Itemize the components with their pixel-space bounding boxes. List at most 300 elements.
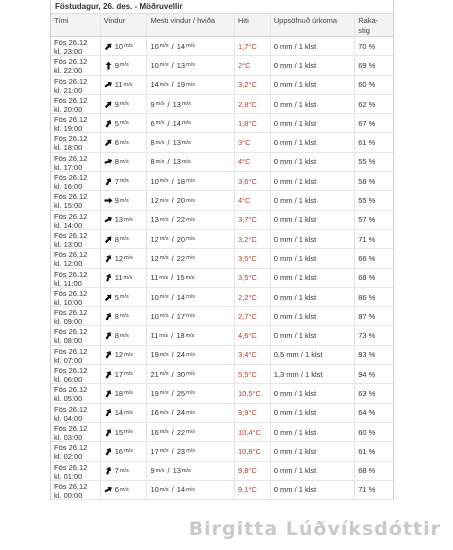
temp-unit: °C [248,311,257,321]
wind-speed: 13 [114,215,124,225]
wind-arrow-icon [104,157,113,166]
temp-value: 3,2 [237,80,249,90]
time-cell [51,462,101,480]
wind-arrow-icon [104,331,113,340]
humidity-cell: 55 % [358,157,376,167]
row-time: kl. 09:00 [54,317,83,326]
row-time: kl. 19:00 [54,124,83,133]
separator: / [171,234,174,244]
speed-unit: m/s [124,371,133,378]
rain-cell: 0 mm / 1 klst [271,153,356,171]
wind-cell [101,442,148,460]
temp-cell [235,384,271,402]
speed-unit: m/s [186,390,195,397]
wind-arrow-icon [104,408,113,417]
separator: / [171,41,174,51]
gust-cell [147,114,234,132]
wind-cell [101,114,148,132]
rain-cell: 0 mm / 1 klst [271,462,356,480]
rain-cell: 0 mm / 1 klst [271,191,356,209]
rain-cell: 0 mm / 1 klst [271,442,356,460]
temp-cell [235,211,271,229]
mean-wind: 16 [150,427,159,437]
speed-unit: m/s [186,294,195,300]
wind-speed: 15 [114,427,124,437]
table-row [51,269,393,288]
temp-value: 3,2 [237,234,249,244]
row-date: Fös 26.12 [54,443,88,453]
speed-unit: m/s [124,429,133,436]
temp-value: 3,5 [237,253,249,263]
row-time: kl. 20:00 [54,104,83,114]
temp-unit: °C [248,273,257,283]
mean-wind: 6 [150,118,155,128]
temp-value: 3,6 [237,176,249,186]
mean-wind: 10 [150,176,159,186]
wind-cell [101,211,148,229]
header-humidity-line1: Raka- [358,16,379,25]
wind-speed: 7 [114,466,119,476]
speed-unit: m/s [159,448,169,455]
temp-value: 10,5 [237,388,253,398]
gust-wind: 14 [176,292,186,302]
gust-wind: 23 [176,446,186,456]
wind-speed: 5 [114,292,119,302]
temp-unit: °C [248,292,257,302]
mean-wind: 11 [150,273,159,283]
gust-wind: 13 [172,466,181,476]
speed-unit: m/s [185,332,195,339]
speed-unit: m/s [181,467,191,474]
temp-unit: °C [242,60,251,70]
table-row [51,288,393,307]
temp-unit: °C [248,99,257,109]
temp-unit: °C [252,446,261,456]
header-rain: Uppsöfnuð úrkoma [271,14,356,36]
time-cell [51,249,101,267]
mean-wind: 19 [150,388,159,398]
humidity-cell: 69 % [358,60,376,70]
speed-unit: m/s [186,429,195,436]
row-time: kl. 08:00 [54,336,83,345]
speed-unit: m/s [159,332,169,339]
wind-cell [101,365,148,383]
humidity-cell: 64 % [358,408,376,418]
mean-wind: 13 [150,215,159,225]
table-row [51,346,393,365]
gust-wind: 25 [176,388,186,398]
temp-cell [235,114,271,132]
time-cell [51,288,101,306]
speed-unit: m/s [124,409,133,416]
speed-unit: m/s [159,236,169,243]
row-time: kl. 11:00 [54,278,82,287]
temp-value: 2,8 [237,99,249,109]
humidity-cell: 71 % [358,234,376,244]
wind-cell [101,249,148,267]
row-time: kl. 17:00 [54,162,83,172]
gust-cell [147,269,234,287]
mean-wind: 10 [150,60,159,70]
wind-arrow-icon [104,312,113,321]
gust-cell [147,230,234,248]
row-time: kl. 00:00 [54,490,83,500]
gust-cell [147,462,234,480]
row-date: Fös 26.12 [54,385,88,395]
temp-unit: °C [248,234,257,244]
table-row [51,211,393,230]
row-date: Fös 26.12 [54,173,88,183]
wind-cell [101,153,148,171]
speed-unit: m/s [159,429,169,436]
rain-cell: 0 mm / 1 klst [271,307,356,325]
speed-unit: m/s [186,81,195,88]
wind-speed: 12 [114,253,124,263]
time-cell [51,384,101,402]
wind-cell [101,288,148,306]
gust-cell [147,365,234,383]
speed-unit: m/s [159,390,169,397]
speed-unit: m/s [124,448,133,455]
humidity-cell: 63 % [358,388,376,398]
row-date: Fös 26.12 [54,115,88,125]
speed-unit: m/s [119,486,129,493]
time-cell [51,404,101,422]
time-cell [51,114,101,132]
speed-unit: m/s [186,448,195,455]
gust-cell [147,249,234,267]
row-time: kl. 05:00 [54,394,83,403]
row-time: kl. 04:00 [54,413,83,422]
wind-speed: 9 [114,99,119,109]
wind-arrow-icon [104,42,113,51]
table-row [51,462,393,481]
table-row [51,249,393,268]
humidity-cell: 55 % [358,196,376,206]
temp-unit: °C [248,41,257,51]
mean-wind: 19 [150,350,159,360]
wind-speed: 14 [114,408,124,418]
temp-value: 3,5 [237,273,249,283]
row-date: Fös 26.12 [54,404,88,414]
wind-cell [101,76,148,94]
table-row [51,191,393,210]
table-row [51,481,393,500]
wind-speed: 16 [114,446,124,456]
time-cell [51,211,101,229]
mean-wind: 9 [150,99,155,109]
speed-unit: m/s [155,120,165,127]
wind-arrow-icon [104,80,113,89]
gust-wind: 13 [172,99,181,109]
temp-unit: °C [248,350,257,360]
wind-speed: 7 [114,176,119,186]
table-row [51,133,393,152]
mean-wind: 16 [150,408,159,418]
humidity-cell: 60 % [358,80,376,90]
separator: / [171,388,174,398]
table-row [51,76,393,95]
humidity-cell: 70 % [358,41,376,51]
gust-wind: 14 [176,485,186,495]
temp-unit: °C [252,388,261,398]
temp-cell [235,153,271,171]
wind-arrow-icon [104,254,113,263]
gust-wind: 19 [176,80,186,90]
header-time: Tími [51,14,101,36]
rain-cell: 0 mm / 1 klst [271,114,356,132]
speed-unit: m/s [186,351,195,358]
watermark: Birgitta Lúðvíksdóttir [188,518,441,540]
temp-unit: °C [248,176,257,186]
rain-cell: 0 mm / 1 klst [271,249,356,267]
row-time: kl. 02:00 [54,452,83,461]
temp-cell [235,230,271,248]
row-date: Fös 26.12 [54,346,88,356]
speed-unit: m/s [186,313,195,320]
rain-cell: 0 mm / 1 klst [271,76,356,94]
rain-cell: 0 mm / 1 klst [271,326,356,344]
row-date: Fös 26.12 [54,366,88,376]
wind-speed: 11 [114,80,123,90]
wind-speed: 8 [114,311,119,321]
temp-cell [235,423,271,441]
table-row [51,404,393,423]
time-cell [51,37,101,55]
temp-unit: °C [242,157,251,167]
row-time: kl. 06:00 [54,375,83,384]
gust-wind: 14 [172,118,181,128]
speed-unit: m/s [159,43,169,50]
temp-cell [235,288,271,306]
gust-wind: 15 [176,273,185,283]
time-cell [51,191,101,209]
speed-unit: m/s [159,294,169,300]
speed-unit: m/s [186,62,195,69]
humidity-cell: 67 % [358,118,376,128]
wind-arrow-icon [104,447,113,456]
time-cell [51,481,101,499]
wind-arrow-icon [104,428,113,437]
rain-cell: 0 mm / 1 klst [271,172,356,190]
header-humidity [355,14,393,36]
speed-unit: m/s [119,294,129,300]
speed-unit: m/s [119,62,129,69]
gust-cell [147,95,234,113]
temp-cell [235,133,271,151]
gust-cell [147,153,234,171]
speed-unit: m/s [124,216,133,223]
row-date: Fös 26.12 [54,153,88,163]
gust-cell [147,423,234,441]
temp-cell [235,56,271,74]
gust-wind: 30 [176,369,186,379]
wind-arrow-icon [104,350,113,359]
rain-cell: 0 mm / 1 klst [271,288,356,306]
humidity-cell: 94 % [358,369,376,379]
table-row [51,423,393,442]
row-time: kl. 15:00 [54,201,83,210]
gust-cell [147,346,234,364]
wind-cell [101,404,148,422]
mean-wind: 12 [150,253,159,263]
time-cell [51,269,101,287]
rain-cell: 0 mm / 1 klst [271,423,356,441]
time-cell [51,95,101,113]
temp-unit: °C [252,427,261,437]
separator: / [171,292,174,302]
temp-value: 2,2 [237,292,249,302]
gust-wind: 18 [176,176,186,186]
table-row [51,56,393,75]
speed-unit: m/s [119,467,129,474]
temp-value: 9,8 [237,466,249,476]
time-cell [51,307,101,325]
rain-cell: 0 mm / 1 klst [271,37,356,55]
separator: / [171,311,174,321]
separator: / [171,408,174,418]
temp-unit: °C [248,408,257,418]
temp-cell [235,76,271,94]
time-cell [51,346,101,364]
temp-cell [235,365,271,383]
speed-unit: m/s [181,158,191,165]
wind-speed: 6 [114,138,119,148]
speed-unit: m/s [186,255,195,262]
wind-speed: 11 [114,273,123,283]
wind-speed: 17 [114,369,124,379]
rain-cell: 0 mm / 1 klst [271,481,356,499]
separator: / [167,157,170,167]
speed-unit: m/s [155,139,165,146]
wind-cell [101,423,148,441]
row-time: kl. 14:00 [54,220,83,229]
speed-unit: m/s [155,158,165,165]
temp-cell [235,191,271,209]
gust-cell [147,326,234,344]
row-time: kl. 07:00 [54,355,83,365]
table-row [51,307,393,326]
speed-unit: m/s [124,390,133,397]
time-cell [51,365,101,383]
rain-cell: 0 mm / 1 klst [271,269,356,287]
speed-unit: m/s [119,197,129,204]
separator: / [171,60,174,70]
speed-unit: m/s [159,178,169,185]
row-date: Fös 26.12 [54,192,88,202]
speed-unit: m/s [159,351,169,358]
row-time: kl. 23:00 [54,47,83,56]
separator: / [171,273,174,283]
weather-panel [50,0,394,500]
temp-cell [235,462,271,480]
temp-cell [235,307,271,325]
gust-wind: 13 [176,60,186,70]
temp-unit: °C [248,485,257,495]
separator: / [171,446,174,456]
wind-speed: 6 [114,485,119,495]
gust-cell [147,384,234,402]
time-cell [51,133,101,151]
humidity-cell: 68 % [358,273,376,283]
table-row [51,172,393,191]
mean-wind: 17 [150,446,159,456]
wind-arrow-icon [104,177,113,186]
row-time: kl. 22:00 [54,66,83,75]
humidity-cell: 62 % [358,99,376,109]
wind-cell [101,191,148,209]
temp-value: 5,5 [237,369,249,379]
speed-unit: m/s [181,101,191,108]
speed-unit: m/s [155,101,165,108]
speed-unit: m/s [124,255,133,262]
gust-cell [147,404,234,422]
temp-value: 9,9 [237,408,249,418]
header-temp: Hiti [235,14,271,36]
row-date: Fös 26.12 [54,250,88,260]
temp-unit: °C [248,331,257,341]
row-date: Fös 26.12 [54,134,88,144]
separator: / [167,466,170,476]
humidity-cell: 73 % [358,331,376,341]
separator: / [171,350,174,360]
temp-unit: °C [242,138,251,148]
temp-value: 1,8 [237,118,249,128]
temp-cell [235,37,271,55]
temp-value: 4,6 [237,331,249,341]
temp-cell [235,326,271,344]
temp-unit: °C [248,466,257,476]
speed-unit: m/s [124,351,133,358]
header-wind: Vindur [101,14,148,36]
rain-cell: 0 mm / 1 klst [271,133,356,151]
gust-wind: 24 [176,350,186,360]
gust-wind: 13 [172,157,181,167]
temp-value: 3,4 [237,350,249,360]
table-body [51,37,393,500]
speed-unit: m/s [119,313,129,320]
temp-value: 2 [237,60,243,70]
separator: / [171,331,174,341]
mean-wind: 8 [150,157,155,167]
temp-cell [235,172,271,190]
time-cell [51,442,101,460]
humidity-cell: 57 % [358,215,376,225]
wind-speed: 9 [114,196,119,206]
speed-unit: m/s [124,43,133,50]
temp-unit: °C [248,118,257,128]
humidity-cell: 87 % [358,311,376,321]
humidity-cell: 61 % [358,138,376,148]
wind-arrow-icon [104,466,113,475]
wind-cell [101,384,148,402]
rain-cell: 1,3 mm / 1 klst [271,365,356,383]
wind-cell [101,37,148,55]
wind-cell [101,56,148,74]
gust-wind: 22 [176,253,186,263]
header-humidity-line2: stig [358,26,370,35]
table-row [51,37,393,56]
speed-unit: m/s [186,43,195,50]
gust-cell [147,288,234,306]
time-cell [51,326,101,344]
mean-wind: 21 [150,369,159,379]
temp-cell [235,404,271,422]
separator: / [171,427,174,437]
mean-wind: 10 [150,311,159,321]
speed-unit: m/s [159,62,169,69]
speed-unit: m/s [159,409,169,416]
